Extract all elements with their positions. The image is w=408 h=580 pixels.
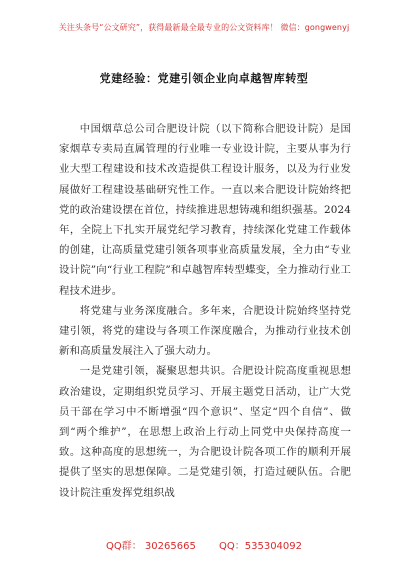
contact-footer [0,537,408,552]
promo-header: 关注头条号“公文研究”，获得最新最全最专业的公文资料库！ 微信：gongwenyj [58,23,350,32]
document-body [59,119,351,503]
qq-number: QQ：535304092 [219,541,303,552]
paragraph-guidance: 一是党建引领，凝聚思想共识。合肥设计院高度重视思想政治建设，定期组织党员学习、开展主题党日活动，让广大党员干部在学习中不断增强“四个意识”、坚定“四个自信”、做到“两个维护”，在思想上政治上行动上同党中央保持高度一致。这种高度的思想统一，为合肥设计院各项工作的顺利开展提供了坚实的思想保障。二是党建引领，打造过硬队伍。合肥设计院注重发挥党组织战 [59,365,351,499]
paragraph-intro: 中国烟草总公司合肥设计院（以下简称合肥设计院）是国家烟草专卖局直属管理的行业唯一专业设计院，主要从事为行业大型工程建设和技术改造提供工程设计服务，以及为行业发展做好工程建设基础研究性工作。一直以来合肥设计院始终把党的政治建设摆在首位，持续推进思想铸魂和组织强基。2024年，全院上下扎实开展党纪学习教育，持续深化党建工作载体的创建，让高质量党建引领各项事业高质量发展，全力由“专业设计院”向“行业工程院”和卓越智库转型蝶变，全力推动行业工程技术进步。 [59,123,351,297]
document-title: 党建经验：党建引领企业向卓越智库转型 [99,72,309,85]
qq-group-number: QQ群： 30265665 [105,541,196,552]
paragraph-integration: 将党建与业务深度融合。多年来，合肥设计院始终坚持党建引领，将党的建设与各项工作深度融合，为推动行业技术创新和高质量发展注入了强大动力。 [59,304,351,358]
